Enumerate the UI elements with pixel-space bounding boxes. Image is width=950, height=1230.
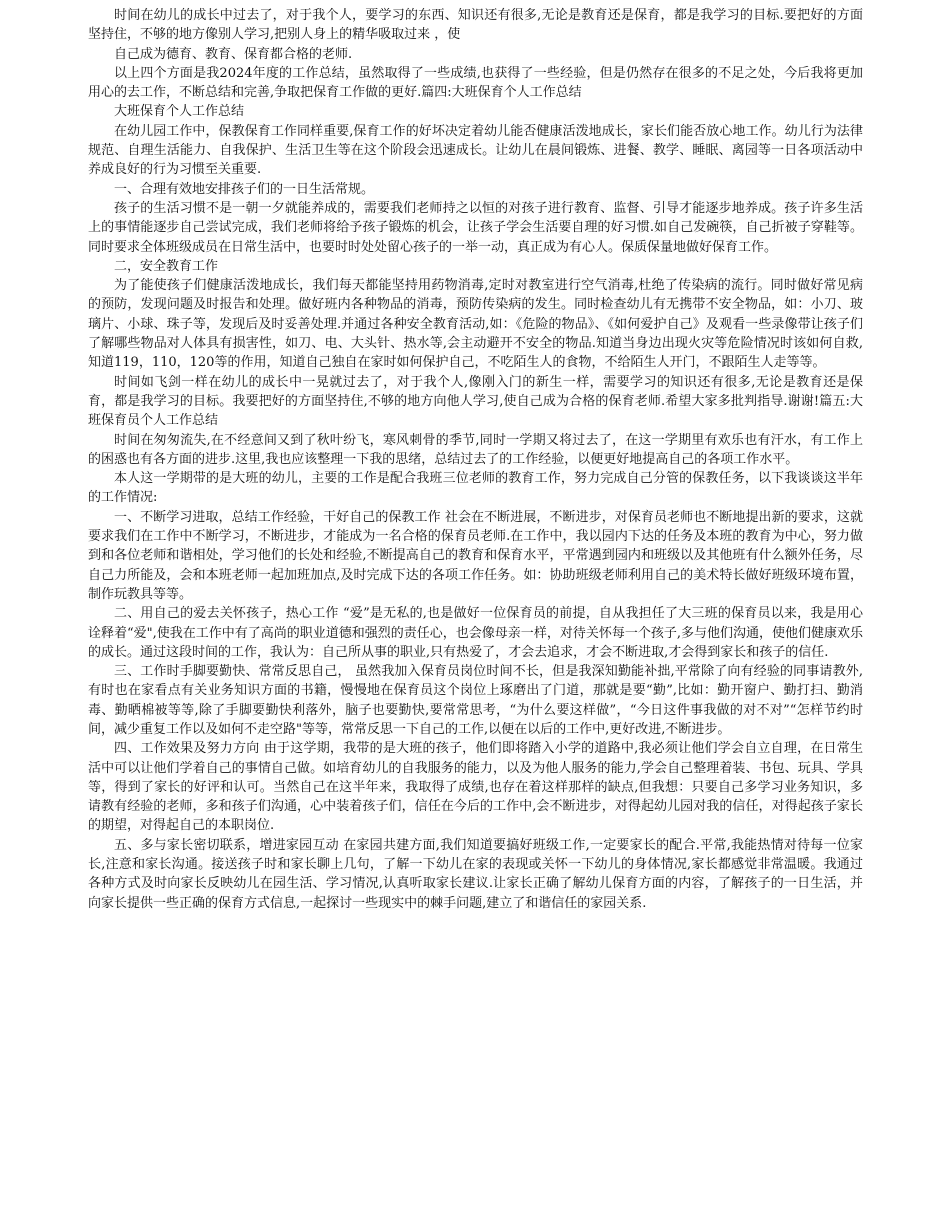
paragraph: 在幼儿园工作中，保教保育工作同样重要,保育工作的好坏决定着幼儿能否健康活泼地成长，家长们能否放心地工作。幼儿行为法律规范、自理生活能力、自我保护、生活卫生等在这个阶段会迅速成长。让幼儿在晨间锻炼、进餐、教学、睡眠、离园等一日各项活动中养成良好的行为习惯至关重要. (88, 123, 863, 178)
document-page (88, 6, 863, 913)
section-heading: 二，安全教育工作 (114, 258, 219, 274)
paragraph: 三、工作时手脚要勤快、常常反思自己， 虽然我加入保育员岗位时间不长，但是我深知勤能补拙,平常除了向有经验的同事请教外,有时也在家看点有关业务知识方面的书籍，慢慢地在保育员这个岗位上琢磨出了门道，那就是要“勤”,比如：勤开窗户、勤打扫、勤消毒、勤晒棉被等等,除了手脚要勤快利落外，脑子也要勤快,要常常思考，“为什么要这样做”，“今日这件事我做的对不对”“怎样节约时间，减少重复工作以及如何不走空路"等等，常常反思一下自己的工作,以便在以后的工作中,更好改进,不断进步。 (88, 664, 863, 737)
paragraph: 五、多与家长密切联系，增进家园互动 在家园共建方面,我们知道要搞好班级工作,一定要家长的配合.平常,我能热情对待每一位家长,注意和家长沟通。接送孩子时和家长聊上几句，了解一下幼儿在家的表现或关怀一下幼儿的身体情况,家长都感觉非常温暖。我通过各种方式及时向家长反映幼儿在园生活、学习情况,认真听取家长建议.让家长正确了解幼儿保育方面的内容，了解孩子的一日生活，并向家长提供一些正确的保育方式信息,一起探讨一些现实中的棘手问题,建立了和谐信任的家园关系. (88, 837, 863, 911)
paragraph: 二、用自己的爱去关怀孩子，热心工作 “爱”是无私的,也是做好一位保育员的前提，自从我担任了大三班的保育员以来，我是用心诠释着“爱",使我在工作中有了高尚的职业道德和强烈的责任心，也会像母亲一样，对待关怀每一个孩子,多与他们沟通，使他们健康欢乐的成长。通过这段时间的工作，我认为：自己所从事的职业,只有热爱了，才会去追求，才会不断进取,才会得到家长和孩子的信任. (88, 606, 863, 660)
section-heading: 大班保育个人工作总结 (114, 104, 245, 120)
paragraph: 自己成为德育、教育、保育都合格的老师. (114, 46, 353, 62)
paragraph: 一、不断学习进取，总结工作经验，干好自己的保教工作 社会在不断进展，不断进步，对保育员老师也不断地提出新的要求，这就要求我们在工作中不断学习，不断进步，才能成为一名合格的保育员老师.在工作中，我以园内下达的任务及本班的教育为中心，努力做到和各位老师和谐相处，学习他们的长处和经验,不断提高自己的教育和保育水平，平常遇到园内和班级以及其他班有什么额外任务，尽自己力所能及，会和本班老师一起加班加点,及时完成下达的各项工作任务。如：协助班级老师利用自己的美术特长做好班级环境布置，制作玩教具等等。 (88, 509, 863, 602)
paragraph: 时间如飞剑一样在幼儿的成长中一晃就过去了，对于我个人,像刚入门的新生一样，需要学习的知识还有很多,无论是教育还是保育，都是我学习的目标。我要把好的方面坚持住,不够的地方向他人学习,使自己成为合格的保育老师.希望大家多批判指导.谢谢!篇五:大班保育员个人工作总结 (88, 374, 863, 429)
paragraph: 时间在幼儿的成长中过去了，对于我个人，要学习的东西、知识还有很多,无论是教育还是保育，都是我学习的目标.要把好的方面坚持住，不够的地方像别人学习,把别人身上的精华吸取过来 ，使 (88, 8, 863, 43)
paragraph: 为了能使孩子们健康活泼地成长，我们每天都能坚持用药物消毒,定时对教室进行空气消毒,杜绝了传染病的流行。同时做好常见病的预防，发现问题及时报告和处理。做好班内各种物品的消毒，预防传染病的发生。同时检查幼儿有无携带不安全物品，如：小刀、玻璃片、小球、珠子等，发现后及时妥善处理.并通过各种安全教育活动,如：《危险的物品》、《如何爱护自己》及观看一些录像带让孩子们了解哪些物品对人体具有损害性，如刀、电、大头针、热水等,会主动避开不安全的物品.知道当身边出现火灾等危险情况时该如何自救,知道119，110，120等的作用，知道自己独自在家时如何保护自己，不吃陌生人的食物，不给陌生人开门，不跟陌生人走等等。 (88, 278, 863, 371)
paragraph: 以上四个方面是我2024年度的工作总结，虽然取得了一些成绩,也获得了一些经验，但是仍然存在很多的不足之处，今后我将更加用心的去工作，不断总结和完善,争取把保育工作做的更好.篇四:大班保育个人工作总结 (88, 65, 863, 101)
paragraph: 时间在匆匆流失,在不经意间又到了秋叶纷飞，寒风刺骨的季节,同时一学期又将过去了，在这一学期里有欢乐也有汗水，有工作上的困惑也有各方面的进步.这里,我也应该整理一下我的思绪，总结过去了的工作经验，以便更好地提高自己的各项工作水平。 (88, 432, 863, 467)
section-heading: 一、合理有效地安排孩子们的一日生活常规。 (114, 181, 375, 197)
paragraph: 四、工作效果及努力方向 由于这学期，我带的是大班的孩子，他们即将踏入小学的道路中,我必须让他们学会自立自理，在日常生活中可以让他们学着自己的事情自己做。如培育幼儿的自我服务的能力，以及为他人服务的能力,学会自己整理着装、书包、玩具、学具等，得到了家长的好评和认可。当然自己在这半年来，我取得了成绩,也存在着这样那样的缺点,但我想：只要自己多学习业务知识，多请教有经验的老师，多和孩子们沟通，心中装着孩子们，信任在今后的工作中,会不断进步，对得起幼儿园对我的信任，对得起孩子家长的期望，对得起自己的本职岗位. (88, 741, 863, 834)
paragraph: 本人这一学期带的是大班的幼儿，主要的工作是配合我班三位老师的教育工作，努力完成自己分管的保教任务，以下我谈谈这半年的工作情况: (88, 471, 863, 506)
paragraph: 孩子的生活习惯不是一朝一夕就能养成的，需要我们老师持之以恒的对孩子进行教育、监督、引导才能逐步地养成。孩子许多生活上的事情能逐步自己尝试完成，我们老师将给予孩子锻炼的机会，让孩子学会生活要自理的好习惯.如自己发碗筷，自己折被子穿鞋等。同时要求全体班级成员在日常生活中，也要时时处处留心孩子的一举一动，真正成为有心人。保质保量地做好保育工作。 (88, 200, 863, 255)
